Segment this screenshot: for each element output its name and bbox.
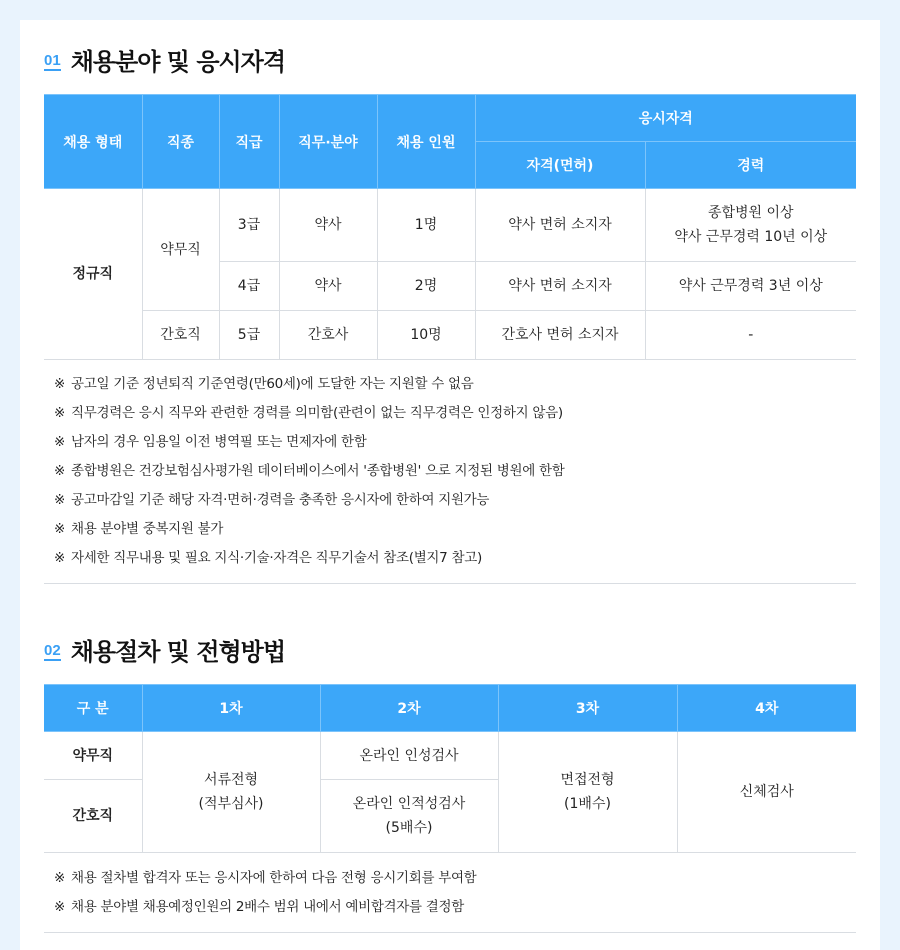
count-cell: 10명	[377, 311, 475, 360]
note-item	[54, 515, 856, 544]
field-cell: 약사	[279, 262, 377, 311]
note-text: 공고일 기준 정년퇴직 기준연령(만60세)에 도달한 자는 지원할 수 없음	[71, 376, 474, 392]
note-text: 채용 분야별 중복지원 불가	[71, 521, 224, 537]
header-count: 채용 인원	[377, 95, 475, 189]
career-cell: 약사 근무경력 3년 이상	[645, 262, 856, 311]
step3-line: (1배수)	[564, 796, 611, 812]
header-license: 자격(면허)	[475, 142, 645, 189]
header-division: 구 분	[44, 685, 142, 732]
row-label-nursing: 간호직	[44, 780, 142, 853]
header-step4: 4차	[677, 685, 856, 732]
header-field: 직무·분야	[279, 95, 377, 189]
job-cell: 간호직	[142, 311, 219, 360]
section1-title: 채용분야 및 응시자격	[70, 48, 286, 76]
section2-notes	[44, 862, 856, 933]
step1-line: 서류전형	[203, 772, 259, 788]
license-cell: 약사 면허 소지자	[475, 189, 645, 262]
note-mark: ※	[54, 492, 66, 508]
field-cell: 간호사	[279, 311, 377, 360]
job-cell: 약무직	[142, 189, 219, 311]
section1-heading	[44, 42, 285, 77]
note-mark: ※	[54, 550, 66, 566]
section2-heading	[44, 632, 285, 667]
note-mark: ※	[54, 870, 66, 886]
header-job: 직종	[142, 95, 219, 189]
note-item	[54, 486, 856, 515]
career-line: 종합병원 이상	[707, 205, 794, 221]
note-text: 채용 분야별 채용예정인원의 2배수 범위 내에서 예비합격자를 결정함	[71, 899, 464, 915]
note-mark: ※	[54, 521, 66, 537]
note-mark: ※	[54, 899, 66, 915]
note-mark: ※	[54, 434, 66, 450]
grade-cell: 4급	[219, 262, 279, 311]
step2-line: 온라인 인적성검사	[352, 796, 466, 812]
step1-cell	[142, 732, 320, 853]
count-cell: 1명	[377, 189, 475, 262]
grade-cell: 3급	[219, 189, 279, 262]
career-line: 약사 근무경력 10년 이상	[674, 229, 828, 245]
header-grade: 직급	[219, 95, 279, 189]
note-text: 채용 절차별 합격자 또는 응시자에 한하여 다음 전형 응시기회를 부여함	[71, 870, 477, 886]
step3-cell	[498, 732, 677, 853]
header-step2: 2차	[320, 685, 498, 732]
note-text: 남자의 경우 임용일 이전 병역필 또는 면제자에 한함	[71, 434, 367, 450]
step4-cell: 신체검사	[677, 732, 856, 853]
section2-title: 채용절차 및 전형방법	[70, 638, 286, 666]
field-cell: 약사	[279, 189, 377, 262]
license-cell: 간호사 면허 소지자	[475, 311, 645, 360]
note-item	[54, 457, 856, 486]
step1-line: (적부심사)	[198, 796, 264, 812]
note-text: 자세한 직무내용 및 필요 지식·기술·자격은 직무기술서 참조(별지7 참고)	[71, 550, 482, 566]
note-text: 공고마감일 기준 해당 자격·면허·경력을 충족한 응시자에 한하여 지원가능	[71, 492, 490, 508]
note-item	[54, 544, 856, 573]
header-qualification: 응시자격	[475, 95, 856, 142]
step2-line: (5배수)	[385, 820, 433, 836]
recruitment-card	[20, 20, 880, 950]
procedure-table	[44, 684, 856, 853]
step3-line: 면접전형	[560, 772, 615, 788]
table-row	[44, 732, 856, 780]
row-label-pharmacy: 약무직	[44, 732, 142, 780]
note-mark: ※	[54, 376, 66, 392]
license-cell: 약사 면허 소지자	[475, 262, 645, 311]
note-item	[54, 399, 856, 428]
step2-pharmacy-cell: 온라인 인성검사	[320, 732, 498, 780]
qualification-table	[44, 94, 856, 360]
career-cell: -	[645, 311, 856, 360]
header-step1: 1차	[142, 685, 320, 732]
career-cell	[645, 189, 856, 262]
employment-type-cell: 정규직	[44, 189, 142, 360]
note-item	[54, 428, 856, 457]
header-employment-type: 채용 형태	[44, 95, 142, 189]
count-cell: 2명	[377, 262, 475, 311]
note-mark: ※	[54, 405, 66, 421]
note-item	[54, 893, 856, 922]
grade-cell: 5급	[219, 311, 279, 360]
note-item	[54, 370, 856, 399]
step2-nursing-cell	[320, 780, 498, 853]
note-item	[54, 864, 856, 893]
note-text: 종합병원은 건강보험심사평가원 데이터베이스에서 '종합병원' 으로 지정된 병원에 한함	[71, 463, 565, 479]
table-row	[44, 189, 856, 262]
section1-number: 01	[44, 52, 61, 69]
note-mark: ※	[54, 463, 66, 479]
section1-notes	[44, 368, 856, 584]
section2-number: 02	[44, 642, 61, 659]
header-career: 경력	[645, 142, 856, 189]
table-row	[44, 311, 856, 360]
note-text: 직무경력은 응시 직무와 관련한 경력를 의미함(관련이 없는 직무경력은 인정하지 않음)	[71, 405, 563, 421]
header-step3: 3차	[498, 685, 677, 732]
